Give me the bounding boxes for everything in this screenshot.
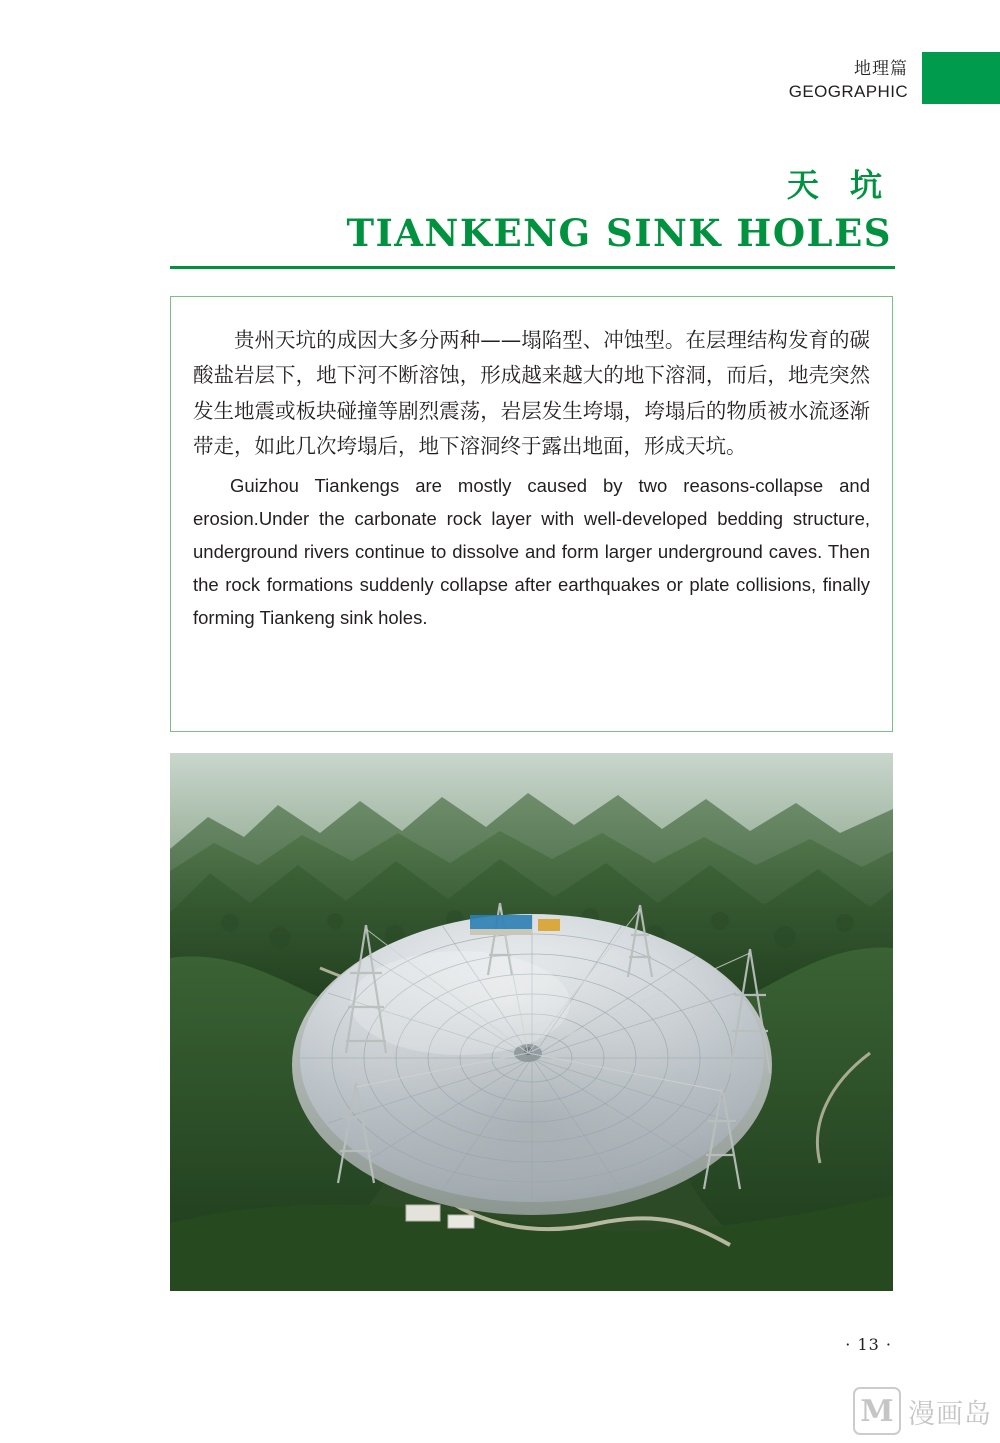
photo-fast-radio-telescope	[170, 753, 893, 1291]
title-divider	[170, 266, 895, 269]
page-title-en: TIANKENG SINK HOLES	[346, 211, 892, 256]
description-box	[170, 296, 893, 732]
page-header	[789, 52, 1000, 104]
watermark	[853, 1387, 992, 1435]
header-section-label-en: GEOGRAPHIC	[788, 81, 908, 101]
header-labels	[789, 52, 922, 104]
header-accent-block	[922, 52, 1000, 104]
description-paragraph-en: Guizhou Tiankengs are mostly caused by two reasons-collapse and erosion.Under the carbonate rock layer with well-developed bedding structure, underground rivers continue to dissolve and form larger underground caves. Then the rock formations suddenly collapse after earthquakes or plate collisions, finally forming Tiankeng sink holes.	[193, 475, 870, 628]
page-title	[346, 168, 892, 255]
page-number: · 13 ·	[845, 1335, 892, 1354]
watermark-text: 漫画岛	[908, 1398, 992, 1430]
photo-illustration	[170, 753, 893, 1291]
description-paragraph-cn: 贵州天坑的成因大多分两种——塌陷型、冲蚀型。在层理结构发育的碳酸盐岩层下，地下河不断溶蚀，形成越来越大的地下溶洞，而后，地壳突然发生地震或板块碰撞等剧烈震荡，岩层发生垮塌，垮塌后的物质被水流逐渐带走，如此几次垮塌后，地下溶洞终于露出地面，形成天坑。	[193, 328, 870, 458]
header-section-label-cn: 地理篇	[854, 59, 908, 78]
watermark-badge-icon: M	[853, 1387, 901, 1435]
page-title-cn: 天 坑	[786, 166, 892, 204]
